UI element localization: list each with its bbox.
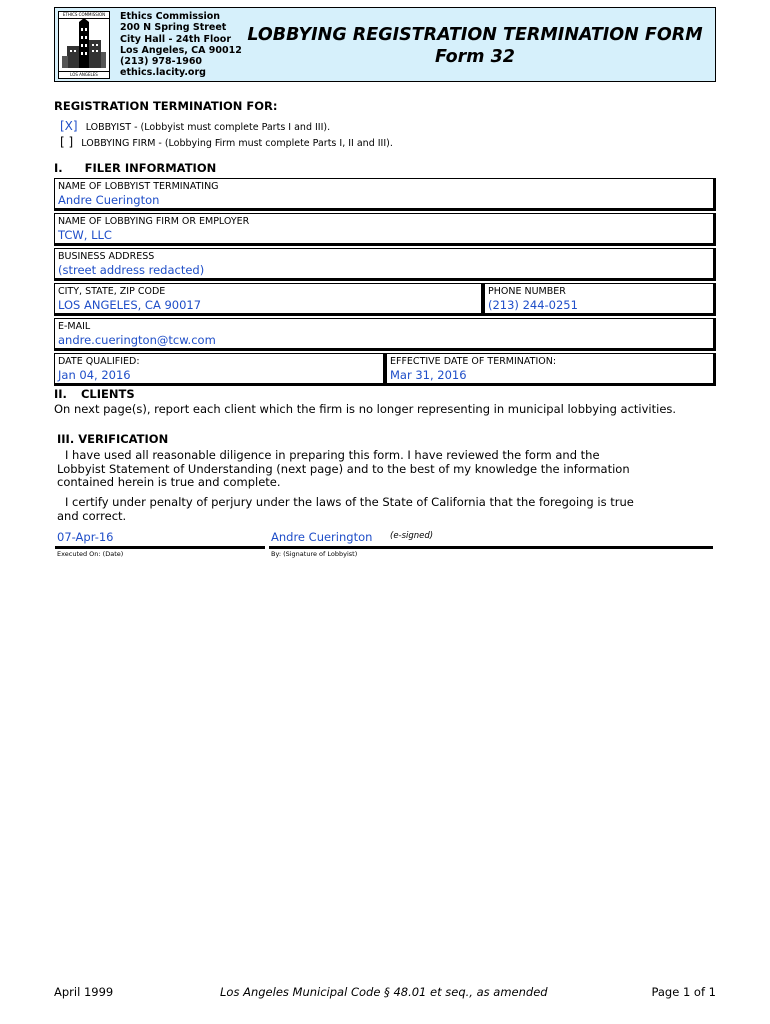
form-title: LOBBYING REGISTRATION TERMINATION FORM [247,25,703,45]
part2-instructions: On next page(s), report each client which the firm is no longer representing in municipal lobbying activities. [54,402,677,416]
business-address-label: BUSINESS ADDRESS [58,251,155,262]
address-line: ethics.lacity.org [120,67,206,79]
paragraph-line: I have used all reasonable diligence in preparing this form. I have reviewed the form and the [65,448,600,462]
footer-code-citation: Los Angeles Municipal Code § 48.01 et seq., as amended [220,985,548,999]
part1-heading [54,161,216,175]
esigned-note: (e-signed) [390,531,434,541]
termination-date-value[interactable]: Mar 31, 2016 [390,368,467,382]
executed-date-label: Executed On: (Date) [57,550,124,558]
part1-title: FILER INFORMATION [84,161,217,175]
executed-date-value[interactable]: 07-Apr-16 [57,530,114,544]
lobbyist-name-label: NAME OF LOBBYIST TERMINATING [58,181,219,192]
phone-number-label: PHONE NUMBER [488,286,566,297]
paragraph-line: Lobbyist Statement of Understanding (next page) and to the best of my knowledge the information [57,461,630,476]
firm-name-label: NAME OF LOBBYING FIRM OR EMPLOYER [58,216,250,227]
signature-label: By: (Signature of Lobbyist) [271,550,358,558]
signature-value[interactable]: Andre Cuerington [271,530,373,544]
lobbyist-name-field[interactable] [54,178,716,211]
date-signature-line [55,546,265,549]
part2-number: II. [54,387,67,401]
checkbox-firm[interactable]: [ ] [60,135,74,149]
address-line: Ethics Commission [120,11,221,22]
address-line: Los Angeles, CA 90012 [120,44,242,56]
address-line: City Hall - 24th Floor [120,33,232,45]
business-address-field[interactable] [54,248,716,281]
phone-number-value[interactable]: (213) 244-0251 [488,298,578,312]
firm-name-value[interactable]: TCW, LLC [58,228,112,242]
business-address-value[interactable]: (street address redacted) [58,263,205,277]
city-state-zip-field[interactable] [54,283,484,316]
logo-bottom-text: LOS ANGELES [59,71,109,78]
paragraph-line: contained herein is true and complete. [57,475,281,489]
checkbox-lobbyist[interactable]: [X] [60,119,78,133]
ethics-commission-logo [58,11,110,79]
verification-paragraph-1 [57,449,630,490]
email-label: E-MAIL [58,321,91,332]
address-line: 200 N Spring Street [120,22,227,34]
part1-number: I. [54,161,63,175]
commission-address [120,11,242,79]
footer-date: April 1999 [54,985,114,999]
part2-title: CLIENTS [80,387,135,401]
date-qualified-field[interactable] [54,353,386,386]
logo-top-text: ETHICS COMMISSION [59,12,109,19]
option-lobbyist-label: LOBBYIST - (Lobbyist must complete Parts I and III). [85,122,331,133]
option-firm-label: LOBBYING FIRM - (Lobbying Firm must complete Parts I, II and III). [81,138,393,149]
lobbyist-name-value[interactable]: Andre Cuerington [58,193,160,207]
form-subtitle: Form 32 [435,47,515,67]
city-hall-icon [59,18,109,74]
termination-heading: REGISTRATION TERMINATION FOR: [54,99,278,113]
form-title-block [240,24,710,68]
paragraph-line: I certify under penalty of perjury under the laws of the State of California that the foregoing is true [65,495,634,509]
termination-date-field[interactable] [386,353,716,386]
city-state-zip-value[interactable]: LOS ANGELES, CA 90017 [58,298,202,312]
termination-date-label: EFFECTIVE DATE OF TERMINATION: [390,356,557,367]
part3-heading: III. VERIFICATION [57,432,169,446]
signature-line [269,546,713,549]
address-line: (213) 978-1960 [120,56,203,68]
email-value[interactable]: andre.cuerington@tcw.com [58,333,216,347]
termination-option-firm[interactable] [60,131,393,150]
email-field[interactable] [54,318,716,351]
part2-heading [54,387,135,401]
date-qualified-value[interactable]: Jan 04, 2016 [58,368,131,382]
paragraph-line: and correct. [57,508,127,523]
verification-paragraph-2 [57,496,634,523]
footer-page-number: Page 1 of 1 [651,985,716,999]
date-qualified-label: DATE QUALIFIED: [58,356,140,367]
city-state-zip-label: CITY, STATE, ZIP CODE [58,286,166,297]
phone-number-field[interactable] [484,283,716,316]
firm-name-field[interactable] [54,213,716,246]
